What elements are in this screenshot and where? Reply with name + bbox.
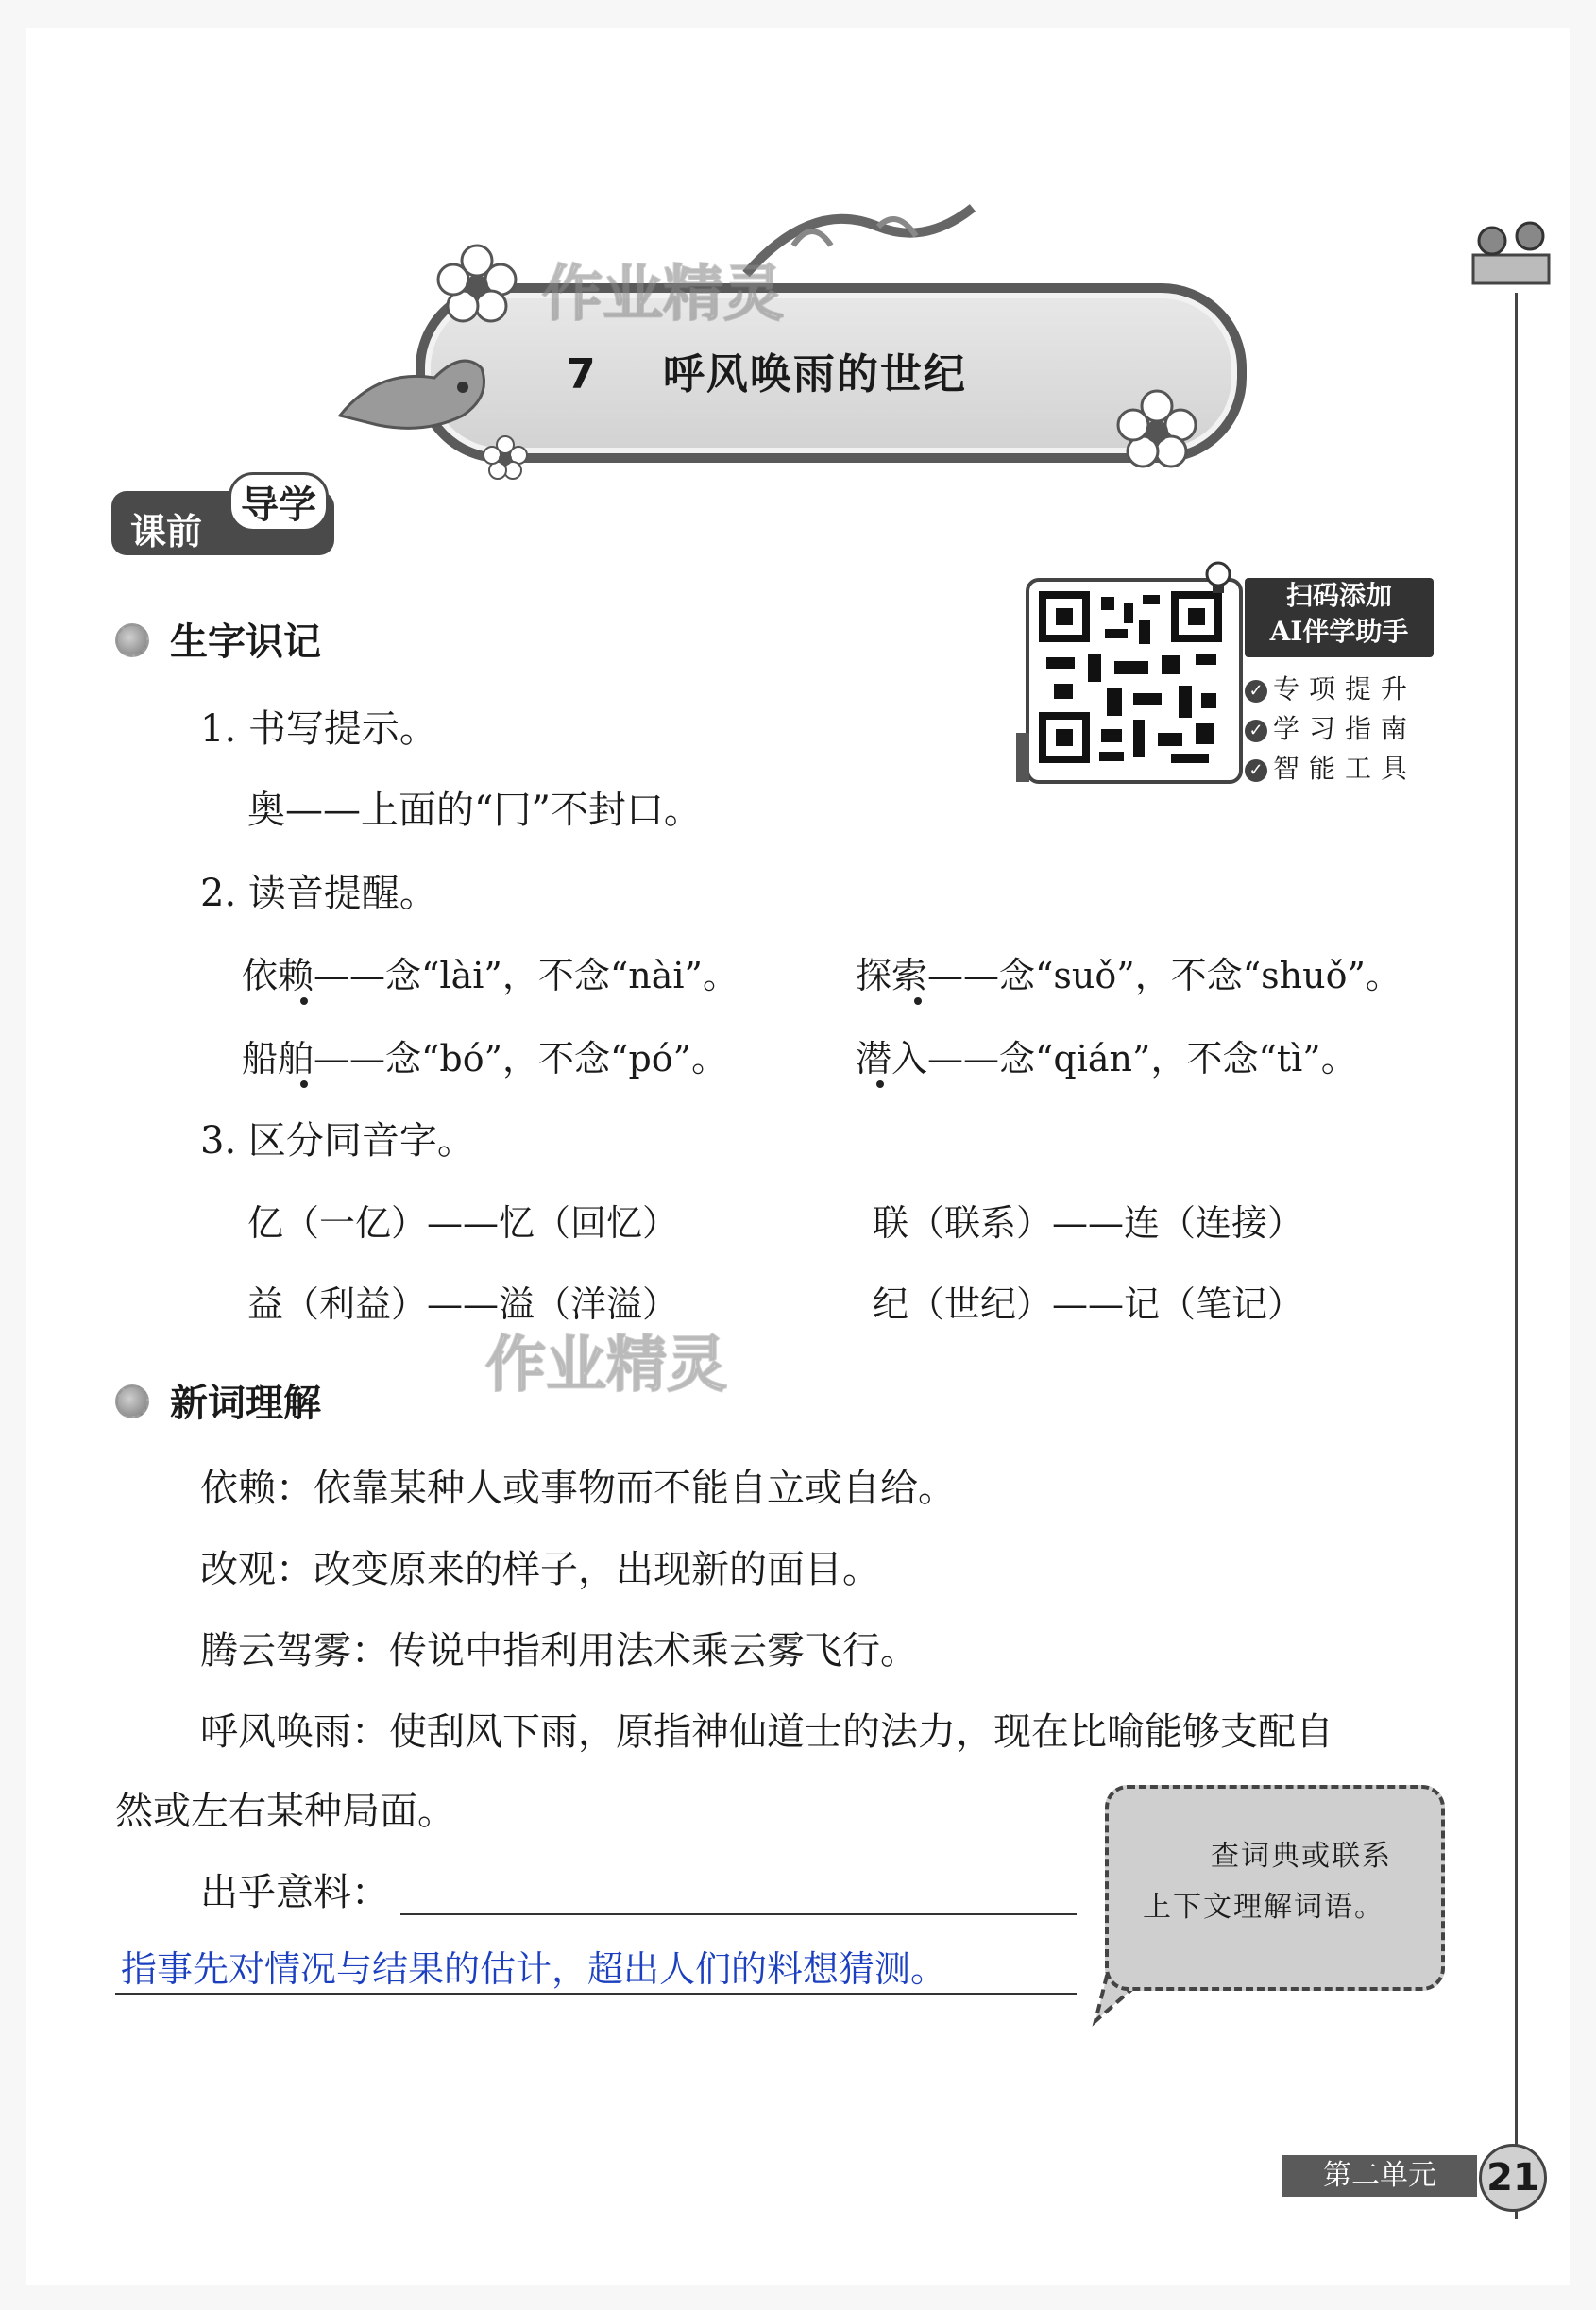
lesson-name: 呼风唤雨的世纪 xyxy=(662,350,967,399)
question-label: 出乎意料： xyxy=(200,1871,389,1914)
handwritten-answer: 指事先对情况与结果的估计，超出人们的料想猜测。 xyxy=(121,1948,947,1990)
definition-4-cont: 然或左右某种局面。 xyxy=(115,1790,455,1833)
qr-feature-3: ✓ 智能工具 xyxy=(1245,748,1417,786)
bullet-icon xyxy=(115,1384,149,1418)
check-icon: ✓ xyxy=(1245,680,1267,703)
qr-label xyxy=(1245,578,1434,657)
qr-feature-1: ✓ 专项提升 xyxy=(1245,669,1417,706)
lightbulb-icon xyxy=(1199,557,1237,599)
watermark: 作业精灵 xyxy=(542,260,784,330)
answer-line[interactable] xyxy=(115,1993,1077,1995)
qr-label-line1: 扫码添加 xyxy=(1285,580,1392,611)
definition-2: 改观：改变原来的样子，出现新的面目。 xyxy=(200,1548,880,1591)
homophone-row2-left: 益（利益）——溢（洋溢） xyxy=(247,1283,679,1325)
qr-feature-2: ✓ 学习指南 xyxy=(1245,708,1417,746)
tip-line2: 上下文理解词语。 xyxy=(1143,1891,1384,1924)
item-3-title: 3. 区分同音字。 xyxy=(200,1119,475,1163)
flower-icon xyxy=(434,242,519,327)
section-tag-part2: 导学 xyxy=(229,472,329,532)
heading-vocabulary: 新词理解 xyxy=(170,1382,321,1425)
pronunciation-row2-left: 船舶——念“bó”，不念“pó”。 xyxy=(242,1038,728,1079)
watermark: 作业精灵 xyxy=(485,1331,727,1401)
bullet-icon xyxy=(115,623,149,657)
emphasis-dot xyxy=(876,1080,884,1088)
item-1-text: 奥——上面的“冂”不封口。 xyxy=(247,789,702,832)
item-1-title: 1. 书写提示。 xyxy=(200,707,437,751)
homophone-row2-right: 纪（世纪）——记（笔记） xyxy=(873,1283,1304,1325)
definition-4: 呼风唤雨：使刮风下雨，原指神仙道士的法力，现在比喻能够支配自 xyxy=(200,1710,1333,1754)
section-tag xyxy=(111,484,334,555)
check-icon: ✓ xyxy=(1245,759,1267,782)
emphasis-dot xyxy=(300,997,308,1005)
unit-label: 第二单元 xyxy=(1282,2155,1477,2197)
pronunciation-row1-left: 依赖——念“lài”，不念“nài”。 xyxy=(242,955,739,996)
pronunciation-row1-right: 探索——念“suǒ”，不念“shuǒ”。 xyxy=(856,955,1401,996)
heading-character-study: 生字识记 xyxy=(170,620,321,664)
tip-line1: 查词典或联系 xyxy=(1211,1840,1392,1873)
page-number: 21 xyxy=(1479,2144,1547,2212)
fox-illustration xyxy=(321,312,501,444)
answer-line[interactable] xyxy=(400,1913,1077,1915)
qr-code-icon xyxy=(1029,582,1231,773)
emphasis-dot xyxy=(914,997,922,1005)
homophone-row1-left: 亿（一亿）——忆（回忆） xyxy=(247,1202,679,1244)
lesson-number: 7 xyxy=(567,350,598,399)
definition-1: 依赖：依靠某种人或事物而不能自立或自给。 xyxy=(200,1467,956,1510)
flower-icon xyxy=(482,434,529,482)
section-tag-part1: 课前 xyxy=(130,511,203,552)
qr-side-bar xyxy=(1016,733,1029,782)
lesson-title xyxy=(567,340,1058,400)
flower-icon xyxy=(1114,387,1199,472)
item-2-title: 2. 读音提醒。 xyxy=(200,872,437,915)
kids-reading-illustration xyxy=(1454,198,1568,312)
pronunciation-row2-right: 潜入——念“qián”，不念“tì”。 xyxy=(856,1038,1357,1079)
definition-3: 腾云驾雾：传说中指利用法术乘云雾飞行。 xyxy=(200,1629,918,1673)
check-icon: ✓ xyxy=(1245,720,1267,742)
homophone-row1-right: 联（联系）——连（连接） xyxy=(873,1202,1304,1244)
qr-label-line2: AI伴学助手 xyxy=(1269,616,1409,647)
page-edge-rule xyxy=(1515,293,1518,2219)
emphasis-dot xyxy=(300,1080,308,1088)
qr-code[interactable] xyxy=(1026,578,1243,784)
